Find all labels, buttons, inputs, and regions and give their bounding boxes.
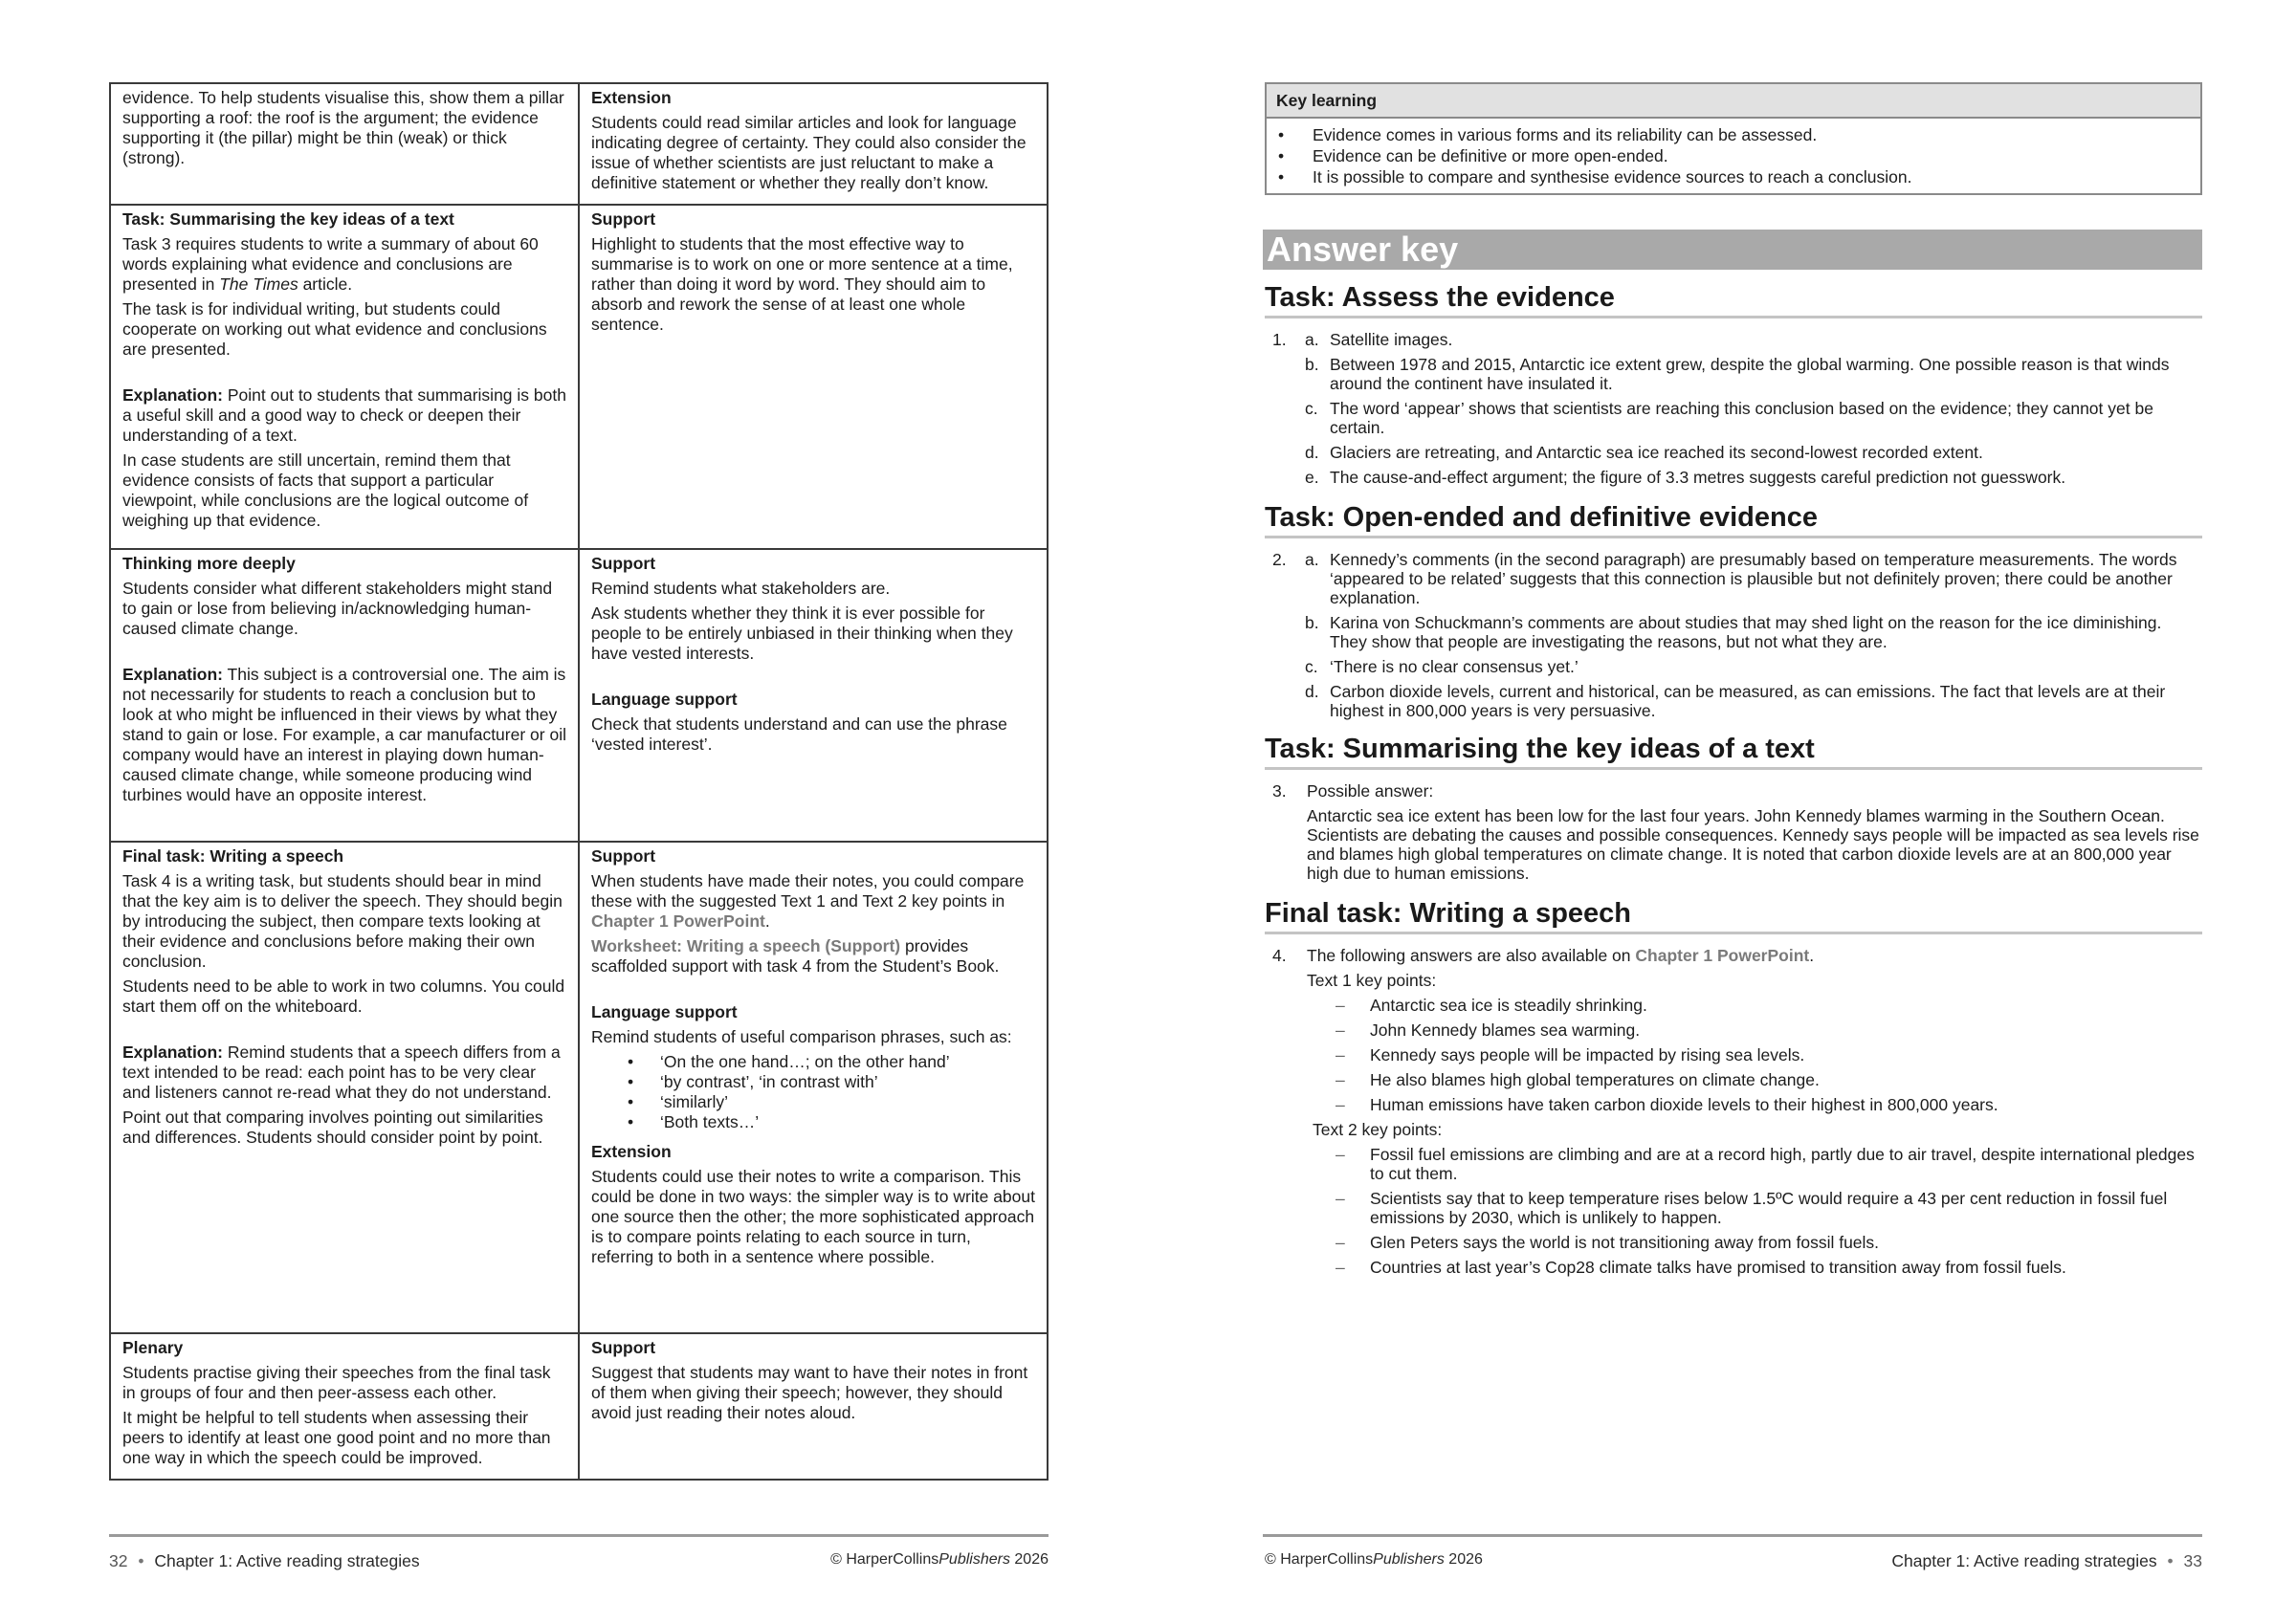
table-row [110, 1333, 1048, 1480]
cell-paragraph: Ask students whether they think it is ever possible for people to be entirely unbiased in their thinking when they have vested interests. [591, 604, 1013, 663]
answer-text: Satellite images. [1330, 330, 1453, 349]
answer-text: Karina von Schuckmann’s comments are about studies that may shed light on the reason for the ice diminishing. They show that people are investigating the reasons, but not what they are. [1330, 613, 2162, 651]
answer-text: Carbon dioxide levels, current and historical, can be measured, as can emissions. The fact that levels are at their highest in 800,000 years is very persuasive. [1330, 682, 2166, 720]
cell-paragraph: Point out that comparing involves pointing out similarities and differences. Students should consider point by point. [122, 1108, 543, 1147]
answer-item [1265, 355, 2202, 393]
text1-key-points [1265, 996, 2202, 1114]
footer-divider [109, 1534, 1049, 1537]
text2-key-points [1265, 1145, 2202, 1277]
text-run: . [764, 911, 770, 931]
answer-letter: b. [1305, 613, 1319, 632]
answer-item [1265, 443, 2202, 462]
cell-paragraph [122, 234, 566, 295]
list-item: – Scientists say that to keep temperature rises below 1.5ºC would require a 43 per cent reduction in fossil fuel emissions by 2030, which is unlikely to happen. [1265, 1189, 2202, 1227]
copyright-publisher: Publishers [1373, 1551, 1445, 1568]
answer-letter: e. [1305, 468, 1319, 487]
section-heading: Final task: Writing a speech [1265, 897, 2202, 934]
section-summarising [1265, 733, 2202, 889]
answer-key-banner: Answer key [1263, 230, 2202, 270]
text-run: Remind students that a speech differs from a text intended to be read: each point has to be very clear and listeners cannot re-read what they do not understand. [122, 1042, 561, 1102]
section-assess-evidence [1265, 281, 2202, 493]
cell-title-summarising: Task: Summarising the key ideas of a text [122, 209, 454, 229]
section-heading: Task: Assess the evidence [1265, 281, 2202, 318]
answer-intro [1265, 946, 2202, 965]
cell-title-support: Support [591, 554, 656, 573]
question-number: 1. [1272, 330, 1287, 349]
key-learning-box [1265, 82, 2202, 195]
table-cell-teaching-notes [110, 842, 579, 1333]
footer-copyright [830, 1551, 1049, 1569]
answer-letter: c. [1305, 399, 1318, 418]
answer-letter: c. [1305, 657, 1318, 676]
separator-dot: • [138, 1551, 144, 1570]
answer-item [1265, 468, 2202, 487]
footer-divider [1263, 1534, 2202, 1537]
cell-title-support: Support [591, 209, 656, 229]
table-cell-teaching-notes [110, 1333, 579, 1480]
answer-letter: a. [1305, 550, 1319, 569]
question-number: 4. [1272, 946, 1287, 965]
copyright-year: 2026 [1009, 1551, 1049, 1568]
model-answer: Antarctic sea ice extent has been low for the last four years. John Kennedy blames warming in the Southern Ocean. Scientists are debating the causes and possible consequences. Kennedy says people will be impacted as sea levels rise and blames high global temperatures on climate change. It is noted that carbon dioxide levels are at an 800,000 year high due to human emissions. [1307, 806, 2199, 883]
list-item: – Fossil fuel emissions are climbing and are at a record high, partly due to air travel, despite international pledges to cut them. [1265, 1145, 2202, 1183]
copyright-text: © HarperCollins [830, 1551, 939, 1568]
answer-text: ‘There is no clear consensus yet.’ [1330, 657, 1578, 676]
answer-item [1265, 781, 2202, 801]
text-run: article. [298, 274, 353, 294]
answer-text: Between 1978 and 2015, Antarctic ice extent grew, despite the global warming. One possible reason is that winds around the continent have insulated it. [1330, 355, 2170, 393]
list-item: – Human emissions have taken carbon dioxide levels to their highest in 800,000 years. [1265, 1095, 2202, 1114]
answer-text: The cause-and-effect argument; the figure of 3.3 metres suggests careful prediction not guesswork. [1330, 468, 2066, 487]
answer-item [1265, 550, 2202, 607]
section-heading: Task: Open-ended and definitive evidence [1265, 501, 2202, 538]
spacer [591, 981, 1035, 1002]
answer-item [1265, 682, 2202, 720]
answer-text: The word ‘appear’ shows that scientists are reaching this conclusion based on the evidence; they cannot yet be certain. [1330, 399, 2153, 437]
text-run: provides scaffolded support with task 4 from the Student’s Book. [591, 936, 1000, 976]
table-cell-differentiation [579, 549, 1048, 842]
cell-title-plenary: Plenary [122, 1338, 184, 1357]
section-writing-speech [1265, 897, 2202, 1283]
cell-paragraph [122, 1042, 566, 1103]
cell-paragraph: Students could use their notes to write a comparison. This could be done in two ways: the simpler way is to write about one source then the other; the more sophisticated approach is to compare points relating to each source in turn, referring to both in a sentence where possible. [591, 1167, 1035, 1266]
copyright-publisher: Publishers [938, 1551, 1010, 1568]
cell-paragraph [591, 936, 1035, 977]
list-item: – Glen Peters says the world is not transitioning away from fossil fuels. [1265, 1233, 2202, 1252]
chapter-powerpoint-link[interactable]: Chapter 1 PowerPoint [1635, 946, 1810, 965]
chapter-powerpoint-link[interactable]: Chapter 1 PowerPoint [591, 911, 765, 931]
publication-title: The Times [219, 274, 298, 294]
cell-title-extension: Extension [591, 1142, 672, 1161]
spacer [591, 669, 1035, 690]
cell-paragraph: Students practise giving their speeches from the final task in groups of four and then peer-assess each other. [122, 1363, 551, 1402]
text-run: Task 3 requires students to write a summary of about 60 words explaining what evidence and conclusions are presented in [122, 234, 539, 294]
footer-left [109, 1551, 420, 1571]
cell-paragraph: Remind students what stakeholders are. [591, 579, 891, 598]
separator-dot: • [2167, 1551, 2174, 1570]
text-run: This subject is a controversial one. The aim is not necessarily for students to reach a conclusion but to look at who might be influenced in their views by what they stand to gain or lose. For example, a car manufacturer or oil company would have an interest in playing down human-caused climate change, while someone producing wind turbines would have an opposite interest. [122, 665, 566, 804]
page-number: 33 [2183, 1551, 2202, 1570]
answer-item [1265, 806, 2202, 883]
key-learning-list [1267, 119, 2200, 193]
explanation-label: Explanation: [122, 1042, 224, 1062]
worksheet-link[interactable]: Worksheet: Writing a speech (Support) [591, 936, 901, 955]
cell-title-thinking-deeply: Thinking more deeply [122, 554, 296, 573]
answer-letter: b. [1305, 355, 1319, 374]
table-cell-differentiation [579, 205, 1048, 549]
table-cell-differentiation [579, 842, 1048, 1333]
footer-right [1891, 1551, 2202, 1571]
question-number: 2. [1272, 550, 1287, 569]
list-item: – Kennedy says people will be impacted by rising sea levels. [1265, 1045, 2202, 1064]
explanation-label: Explanation: [122, 665, 224, 684]
list-item: • ‘by contrast’, ‘in contrast with’ [591, 1072, 1035, 1092]
question-number: 3. [1272, 781, 1287, 801]
table-cell-teaching-notes [110, 549, 579, 842]
cell-title-language-support: Language support [591, 690, 738, 709]
table-cell-differentiation [579, 1333, 1048, 1480]
table-row [110, 549, 1048, 842]
list-item: • ‘Both texts…’ [591, 1112, 1035, 1132]
cell-paragraph: Students consider what different stakeholders might stand to gain or lose from believing in/acknowledging human-caused climate change. [122, 579, 553, 638]
answer-letter: d. [1305, 443, 1319, 462]
page-number: 32 [109, 1551, 128, 1570]
answer-item [1265, 613, 2202, 651]
table-row [110, 205, 1048, 549]
answer-letter: a. [1305, 330, 1319, 349]
text-run: . [1809, 946, 1815, 965]
page-33 [1148, 0, 2296, 1624]
cell-paragraph: Task 4 is a writing task, but students should bear in mind that the key aim is to deliver the speech. They should begin by introducing the subject, then compare texts looking at their evidence and conclusions before making their own conclusion. [122, 871, 563, 971]
list-item: • Evidence can be definitive or more open-ended. [1267, 145, 2200, 166]
copyright-year: 2026 [1444, 1551, 1483, 1568]
list-item: – He also blames high global temperatures on climate change. [1265, 1070, 2202, 1089]
key-learning-title: Key learning [1267, 84, 2200, 119]
cell-paragraph [591, 871, 1035, 932]
text2-label: Text 2 key points: [1313, 1120, 1443, 1139]
cell-title-support: Support [591, 846, 656, 866]
table-cell-teaching-notes [110, 205, 579, 549]
text1-label: Text 1 key points: [1307, 971, 1437, 990]
cell-title-extension: Extension [591, 88, 672, 107]
table-cell-teaching-notes [110, 83, 579, 205]
list-item: • ‘similarly’ [591, 1092, 1035, 1112]
chapter-title: Chapter 1: Active reading strategies [154, 1551, 420, 1570]
section-heading: Task: Summarising the key ideas of a text [1265, 733, 2202, 770]
footer-copyright [1265, 1551, 1483, 1569]
list-item: – John Kennedy blames sea warming. [1265, 1020, 2202, 1040]
spacer [122, 1021, 566, 1042]
answer-item [1265, 657, 2202, 676]
cell-paragraph: Students could read similar articles and look for language indicating degree of certainty. They could also consider the issue of whether scientists are just reluctant to make a definitive statement or whether they really don’t know. [591, 113, 1027, 192]
section-open-ended-evidence [1265, 501, 2202, 726]
list-item: • It is possible to compare and synthesise evidence sources to reach a conclusion. [1267, 166, 2200, 187]
cell-paragraph [122, 385, 566, 446]
answer-item [1265, 399, 2202, 437]
list-item: • Evidence comes in various forms and its reliability can be assessed. [1267, 124, 2200, 145]
cell-paragraph [122, 665, 566, 805]
explanation-label: Explanation: [122, 385, 224, 405]
comparison-phrases-list [591, 1052, 1035, 1132]
cell-title-support: Support [591, 1338, 656, 1357]
cell-paragraph: In case students are still uncertain, remind them that evidence consists of facts that support a particular viewpoint, while conclusions are the logical outcome of weighing up that evidence. [122, 450, 529, 530]
list-item: • ‘On the one hand…; on the other hand’ [591, 1052, 1035, 1072]
lesson-plan-table [109, 82, 1049, 1481]
cell-paragraph: The task is for individual writing, but students could cooperate on working out what evidence and conclusions are presented. [122, 299, 547, 359]
table-row [110, 842, 1048, 1333]
table-row [110, 83, 1048, 205]
cell-paragraph: It might be helpful to tell students when assessing their peers to identify at least one good point and no more than one way in which the speech could be improved. [122, 1408, 551, 1467]
cell-paragraph: Remind students of useful comparison phrases, such as: [591, 1027, 1012, 1046]
list-item: – Antarctic sea ice is steadily shrinking. [1265, 996, 2202, 1015]
cell-paragraph: evidence. To help students visualise this, show them a pillar supporting a roof: the roof is the argument; the evidence supporting it (the pillar) might be thin (weak) or thick (strong). [122, 88, 564, 167]
cell-title-language-support: Language support [591, 1002, 738, 1021]
chapter-title: Chapter 1: Active reading strategies [1891, 1551, 2157, 1570]
text-run: When students have made their notes, you could compare these with the suggested Text 1 and Text 2 key points in [591, 871, 1025, 911]
answer-item [1265, 330, 2202, 349]
cell-paragraph: Students need to be able to work in two columns. You could start them off on the whiteboard. [122, 977, 565, 1016]
list-item: – Countries at last year’s Cop28 climate talks have promised to transition away from fossil fuels. [1265, 1258, 2202, 1277]
table-cell-differentiation [579, 83, 1048, 205]
answer-intro: Possible answer: [1307, 781, 1434, 801]
cell-paragraph: Suggest that students may want to have their notes in front of them when giving their speech; however, they should avoid just reading their notes aloud. [591, 1363, 1028, 1422]
spacer [122, 644, 566, 665]
cell-paragraph: Highlight to students that the most effective way to summarise is to work on one or more sentence at a time, rather than doing it word by word. They should aim to absorb and rework the sense of at least one whole sentence. [591, 234, 1013, 334]
text-run: Point out to students that summarising is both a useful skill and a good way to check or deepen their understanding of a text. [122, 385, 566, 445]
cell-title-final-task: Final task: Writing a speech [122, 846, 344, 866]
answer-text: Kennedy’s comments (in the second paragraph) are presumably based on temperature measurements. The words ‘appeared to be related’ suggests that this connection is plausible but not definitely proven; there could be another explanation. [1330, 550, 2177, 607]
answer-letter: d. [1305, 682, 1319, 701]
answer-item [1265, 946, 2202, 965]
spacer [122, 364, 566, 385]
answer-text: Glaciers are retreating, and Antarctic sea ice reached its second-lowest recorded extent. [1330, 443, 1983, 462]
copyright-text: © HarperCollins [1265, 1551, 1374, 1568]
text-run: The following answers are also available on [1307, 946, 1636, 965]
cell-paragraph: Check that students understand and can use the phrase ‘vested interest’. [591, 714, 1007, 754]
